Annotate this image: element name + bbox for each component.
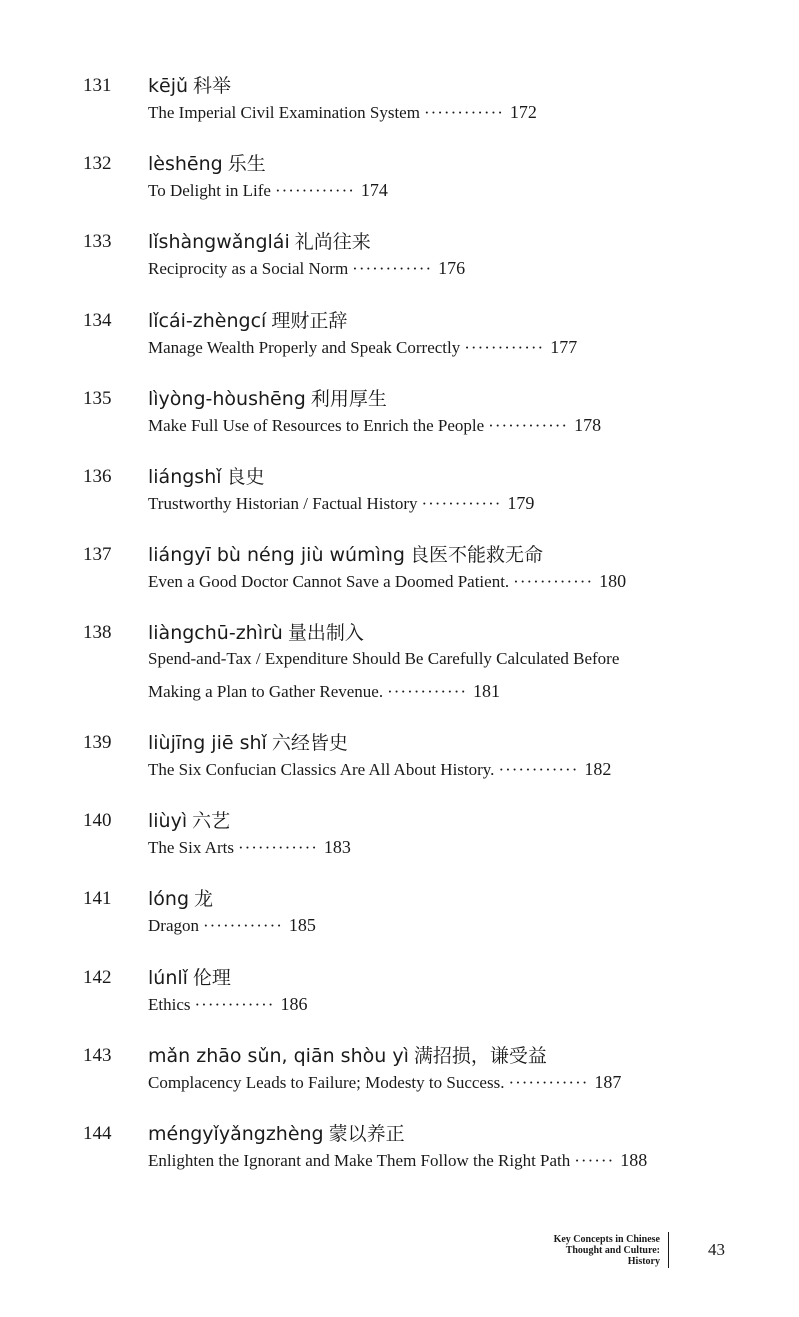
entry-number: 138: [83, 622, 112, 643]
entry-translation-line: [148, 414, 601, 437]
entry-translation-line: [148, 570, 626, 593]
leader-dots: ············: [498, 760, 579, 779]
entry-translation: Spend-and-Tax / Expenditure Should Be Carefully Calculated Before: [148, 649, 620, 668]
entry-hanzi: 乐生: [227, 153, 266, 175]
entry-heading: [148, 731, 348, 755]
entry-pinyin: lúnlǐ: [148, 967, 188, 989]
leader-dots: ············: [464, 338, 545, 357]
entry-number: 133: [83, 231, 112, 252]
entry-pinyin: lǐcái-zhèngcí: [148, 310, 267, 332]
entry-translation: Ethics: [148, 995, 191, 1014]
entry-pinyin: liùjīng jiē shǐ: [148, 732, 267, 754]
entry-hanzi: 六经皆史: [271, 732, 348, 754]
entry-number: 135: [83, 388, 112, 409]
entry-translation: The Imperial Civil Examination System: [148, 103, 420, 122]
leader-dots: ······: [574, 1151, 615, 1170]
entry-number: 139: [83, 732, 112, 753]
entry-page-number: 185: [288, 915, 316, 935]
entry-pinyin: lìyòng-hòushēng: [148, 388, 306, 410]
entry-translation: Enlighten the Ignorant and Make Them Follow the Right Path: [148, 1151, 571, 1170]
entry-page-number: 179: [507, 493, 535, 513]
entry-heading: [148, 230, 371, 254]
entry-page-number: 181: [473, 681, 501, 701]
leader-dots: ············: [488, 416, 569, 435]
entry-hanzi: 蒙以养正: [328, 1123, 405, 1145]
entry-hanzi: 良史: [226, 466, 265, 488]
entry-pinyin: liángyī bù néng jiù wúmìng: [148, 544, 405, 566]
leader-dots: ············: [194, 995, 275, 1014]
entry-heading: [148, 1122, 405, 1146]
entry-pinyin: kējǔ: [148, 75, 189, 97]
entry-heading: [148, 309, 347, 333]
entry-heading: [148, 1044, 547, 1068]
page-number: 43: [708, 1240, 725, 1259]
leader-dots: ············: [274, 181, 355, 200]
entry-hanzi: 利用厚生: [310, 388, 387, 410]
series-label-line-2: Thought and Culture:: [565, 1245, 660, 1256]
entry-translation: The Six Confucian Classics Are All About History.: [148, 760, 495, 779]
entry-heading: [148, 465, 265, 489]
entry-translation: Trustworthy Historian / Factual History: [148, 494, 418, 513]
entry-translation: Reciprocity as a Social Norm: [148, 259, 349, 278]
entry-hanzi: 六艺: [192, 810, 231, 832]
entry-hanzi: 科举: [193, 75, 232, 97]
entry-translation-line: [148, 257, 465, 280]
entry-pinyin: liángshǐ: [148, 466, 222, 488]
entry-translation: Complacency Leads to Failure; Modesty to Success.: [148, 1073, 505, 1092]
leader-dots: ············: [237, 838, 318, 857]
entry-translation: Manage Wealth Properly and Speak Correctly: [148, 338, 461, 357]
entry-translation: Making a Plan to Gather Revenue.: [148, 682, 384, 701]
entry-translation-line: [148, 1149, 647, 1172]
entry-page-number: 176: [438, 258, 466, 278]
leader-dots: ············: [508, 1073, 589, 1092]
entry-pinyin: liùyì: [148, 810, 188, 832]
entry-number: 142: [83, 967, 112, 988]
leader-dots: ············: [423, 103, 504, 122]
entry-hanzi: 礼尚往来: [294, 231, 371, 253]
entry-translation-line: [148, 492, 534, 515]
entry-translation: Even a Good Doctor Cannot Save a Doomed Patient.: [148, 572, 510, 591]
entry-hanzi: 伦理: [192, 967, 231, 989]
series-label-line-1: Key Concepts in Chinese: [553, 1234, 660, 1245]
entry-translation-line: [148, 680, 500, 703]
entry-number: 132: [83, 153, 112, 174]
entry-page-number: 183: [323, 837, 351, 857]
entry-number: 141: [83, 888, 112, 909]
entry-pinyin: lóng: [148, 888, 190, 910]
entry-number: 143: [83, 1045, 112, 1066]
entry-pinyin: liàngchū-zhìrù: [148, 622, 283, 644]
entry-pinyin: lèshēng: [148, 153, 223, 175]
entry-pinyin: mǎn zhāo sǔn, qiān shòu yì: [148, 1045, 409, 1067]
entry-heading: [148, 74, 231, 98]
entry-hanzi: 满招损，谦受益: [413, 1045, 547, 1067]
entry-number: 131: [83, 75, 112, 96]
entry-hanzi: 良医不能救无命: [410, 544, 544, 566]
leader-dots: ············: [421, 494, 502, 513]
entry-translation: Make Full Use of Resources to Enrich the People: [148, 416, 485, 435]
leader-dots: ············: [513, 572, 594, 591]
entry-page-number: 177: [550, 337, 578, 357]
leader-dots: ············: [387, 682, 468, 701]
entry-translation: To Delight in Life: [148, 181, 271, 200]
leader-dots: ············: [202, 916, 283, 935]
entry-translation-line: [148, 836, 351, 859]
entry-page-number: 178: [574, 415, 602, 435]
leader-dots: ············: [352, 259, 433, 278]
entry-translation-line: [148, 758, 611, 781]
book-series-label: [554, 1234, 660, 1267]
entry-heading: [148, 887, 213, 911]
entry-number: 137: [83, 544, 112, 565]
entry-heading: [148, 621, 364, 645]
entry-translation-line: [148, 179, 388, 202]
entry-translation-line: [148, 648, 619, 670]
entry-hanzi: 理财正辞: [271, 310, 348, 332]
entry-heading: [148, 543, 543, 567]
entry-translation-line: [148, 993, 307, 1016]
entry-translation-line: [148, 1071, 621, 1094]
entry-heading: [148, 966, 231, 990]
entry-pinyin: lǐshàngwǎnglái: [148, 231, 290, 253]
entry-page-number: 180: [599, 571, 627, 591]
entry-page-number: 174: [360, 180, 388, 200]
entry-page-number: 172: [509, 102, 537, 122]
entry-translation: The Six Arts: [148, 838, 234, 857]
entry-number: 136: [83, 466, 112, 487]
entry-hanzi: 龙: [194, 888, 214, 910]
entry-translation-line: [148, 914, 316, 937]
entry-heading: [148, 152, 266, 176]
entry-page-number: 188: [620, 1150, 648, 1170]
entry-translation-line: [148, 336, 577, 359]
entry-translation: Dragon: [148, 916, 199, 935]
entry-page-number: 186: [280, 994, 308, 1014]
entry-hanzi: 量出制入: [287, 622, 364, 644]
entry-translation-line: [148, 101, 537, 124]
entry-page-number: 187: [594, 1072, 622, 1092]
entry-heading: [148, 809, 230, 833]
entry-pinyin: méngyǐyǎngzhèng: [148, 1123, 324, 1145]
entry-number: 144: [83, 1123, 112, 1144]
entry-number: 140: [83, 810, 112, 831]
entry-page-number: 182: [584, 759, 612, 779]
entry-number: 134: [83, 310, 112, 331]
series-label-line-3: History: [627, 1256, 660, 1267]
footer-divider: [668, 1232, 669, 1268]
entry-heading: [148, 387, 387, 411]
